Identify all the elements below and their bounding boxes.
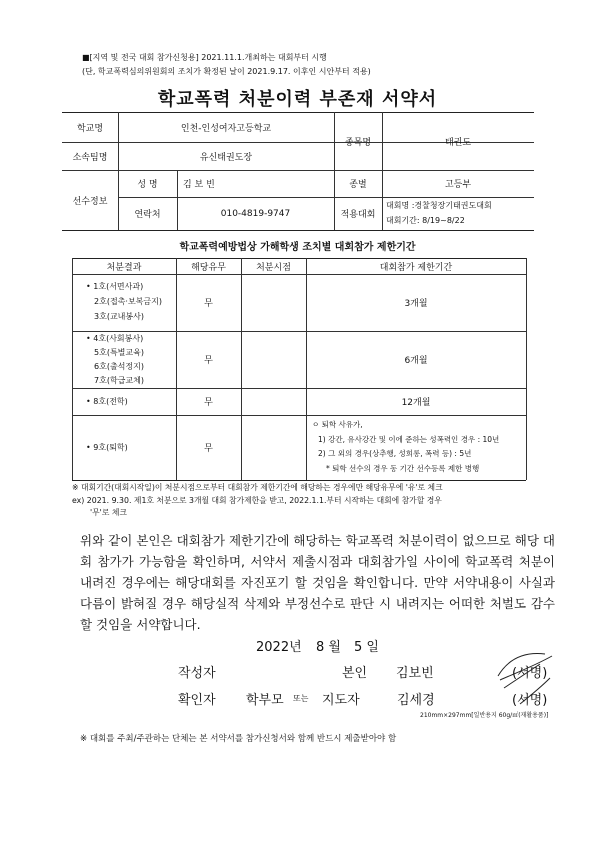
table-row-2-items	[86, 332, 144, 388]
team-value: 유신태권도장	[199, 152, 253, 163]
school-label: 학교명	[76, 123, 104, 134]
footnote-2: ex) 2021. 9.30. 제1호 처분으로 3개월 대회 참가제한을 받고, 2022.1.1.부터 시작하는 대회에 참가할 경우	[72, 496, 442, 505]
player-label: 선수정보	[72, 196, 108, 207]
coach-label: 지도자	[322, 693, 360, 708]
team-label: 소속팀명	[72, 152, 108, 163]
row-1-period: 3개월	[404, 299, 428, 309]
date-year: 2022년	[256, 640, 302, 655]
or-label: 또는	[293, 694, 309, 703]
row-3-applies: 무	[204, 398, 213, 408]
division-label: 종별	[349, 180, 367, 190]
confirm-label: 확인자	[178, 693, 216, 708]
date-month: 8 월	[316, 640, 341, 655]
guardian-label: 학부모	[246, 693, 284, 708]
signature-scribble	[490, 646, 560, 716]
paper-spec: 210mm×297mm[일반용지 60g/㎡(재활용품)]	[420, 712, 549, 719]
list-item: • 4호(사회봉사)	[86, 334, 144, 343]
date-day: 5 일	[354, 640, 379, 655]
applied-period: 대회기간: 8/19~8/22	[386, 216, 465, 225]
row-3-period: 12개월	[401, 398, 431, 408]
list-item: • 1호(서면사과)	[86, 282, 144, 291]
expulsion-reason-heading: ㅇ 퇴학 사유가,	[312, 420, 363, 429]
name-label: 성 명	[137, 180, 158, 190]
row-1-applies: 무	[204, 299, 213, 309]
pledge-text: 위와 같이 본인은 대회참가 제한기간에 해당하는 학교폭력 처분이력이 없으므로 해당 대회 참가가 가능함을 확인하며, 서약서 제출시점과 대회참가일 사이에 학교폭력 처분이 내려진 경우에는 해당대회를 자진포기 할 것임을 확인합니다. 만약 서약내용이 사실과 다름이 밝혀질 경우 해당실적 삭제와 부정선수로 판단 시 내려지는 어떠한 처벌도 감수할 것임을 서약합니다.	[80, 533, 555, 632]
table-row-1-items	[86, 279, 162, 324]
sign-placeholder-1: (서명)	[512, 666, 548, 681]
notice-line-1: ■[지역 및 전국 대회 참가신청용] 2021.11.1.개최하는 대회부터 시행	[82, 53, 327, 62]
author-label: 작성자	[178, 666, 216, 681]
row-2-period: 6개월	[404, 356, 428, 366]
coach-name: 김세경	[397, 693, 435, 708]
applied-name: 대회명 :경찰청장기태권도대회	[386, 201, 492, 210]
row-4-applies: 무	[204, 444, 213, 454]
contact-label: 연락처	[134, 210, 161, 220]
self-label: 본인	[342, 666, 368, 681]
list-item: 3호(교내봉사)	[94, 312, 144, 321]
footnote-3: '무'로 체크	[90, 508, 127, 517]
row-4-item: • 9호(퇴학)	[86, 443, 128, 452]
list-item: 2호(접촉·보복금지)	[94, 297, 162, 306]
name-value: 김 보 빈	[183, 180, 215, 190]
bottom-note: ※ 대회를 주최/주관하는 단체는 본 서약서를 참가신청서와 함께 반드시 제출받아야 함	[80, 734, 397, 744]
division-value: 고등부	[444, 180, 472, 190]
list-item: 7호(학급교체)	[94, 376, 144, 385]
col-header-result: 처분결과	[106, 262, 142, 273]
notice-line-2: (단, 학교폭력심의위원회의 조치가 확정된 날이 2021.9.17. 이후인 시안부터 적용)	[82, 67, 371, 76]
col-header-time: 처분시점	[256, 262, 291, 273]
col-header-applies: 해당유무	[191, 262, 226, 273]
list-item: 6호(출석정지)	[94, 362, 144, 371]
event-value: 태권도	[444, 137, 472, 148]
footnote-1: ※ 대회기간(대회시작일)이 처분시점으로부터 대회참가 제한기간에 해당하는 경우에만 해당유무에 '유'로 체크	[72, 483, 443, 492]
row-3-item: • 8호(전학)	[86, 397, 128, 406]
restriction-title: 학교폭력예방법상 가해학생 조치별 대회참가 제한기간	[179, 242, 416, 253]
document-title: 학교폭력 처분이력 부존재 서약서	[157, 89, 438, 110]
row-2-applies: 무	[204, 356, 213, 366]
school-value: 인천-인성여자고등학교	[180, 123, 272, 134]
expulsion-reason-1: 1) 강간, 유사강간 및 이에 준하는 성폭력인 경우 : 10년	[318, 434, 500, 444]
col-header-period: 대회참가 제한기간	[379, 262, 453, 273]
applied-label: 적용대회	[340, 210, 376, 220]
expulsion-reason-2: 2) 그 외의 경우(상추행, 성희롱, 폭력 등) : 5년	[318, 449, 472, 458]
row-4-period	[312, 418, 499, 476]
list-item: 5호(특별교육)	[94, 348, 144, 357]
self-name: 김보빈	[396, 666, 434, 681]
contact-value: 010-4819-9747	[220, 208, 291, 219]
sign-placeholder-2: (서명)	[512, 693, 548, 708]
expulsion-note: * 퇴학 선수의 경우 동 기간 선수등록 제한 병행	[326, 463, 480, 473]
event-label: 종목명	[344, 137, 372, 148]
